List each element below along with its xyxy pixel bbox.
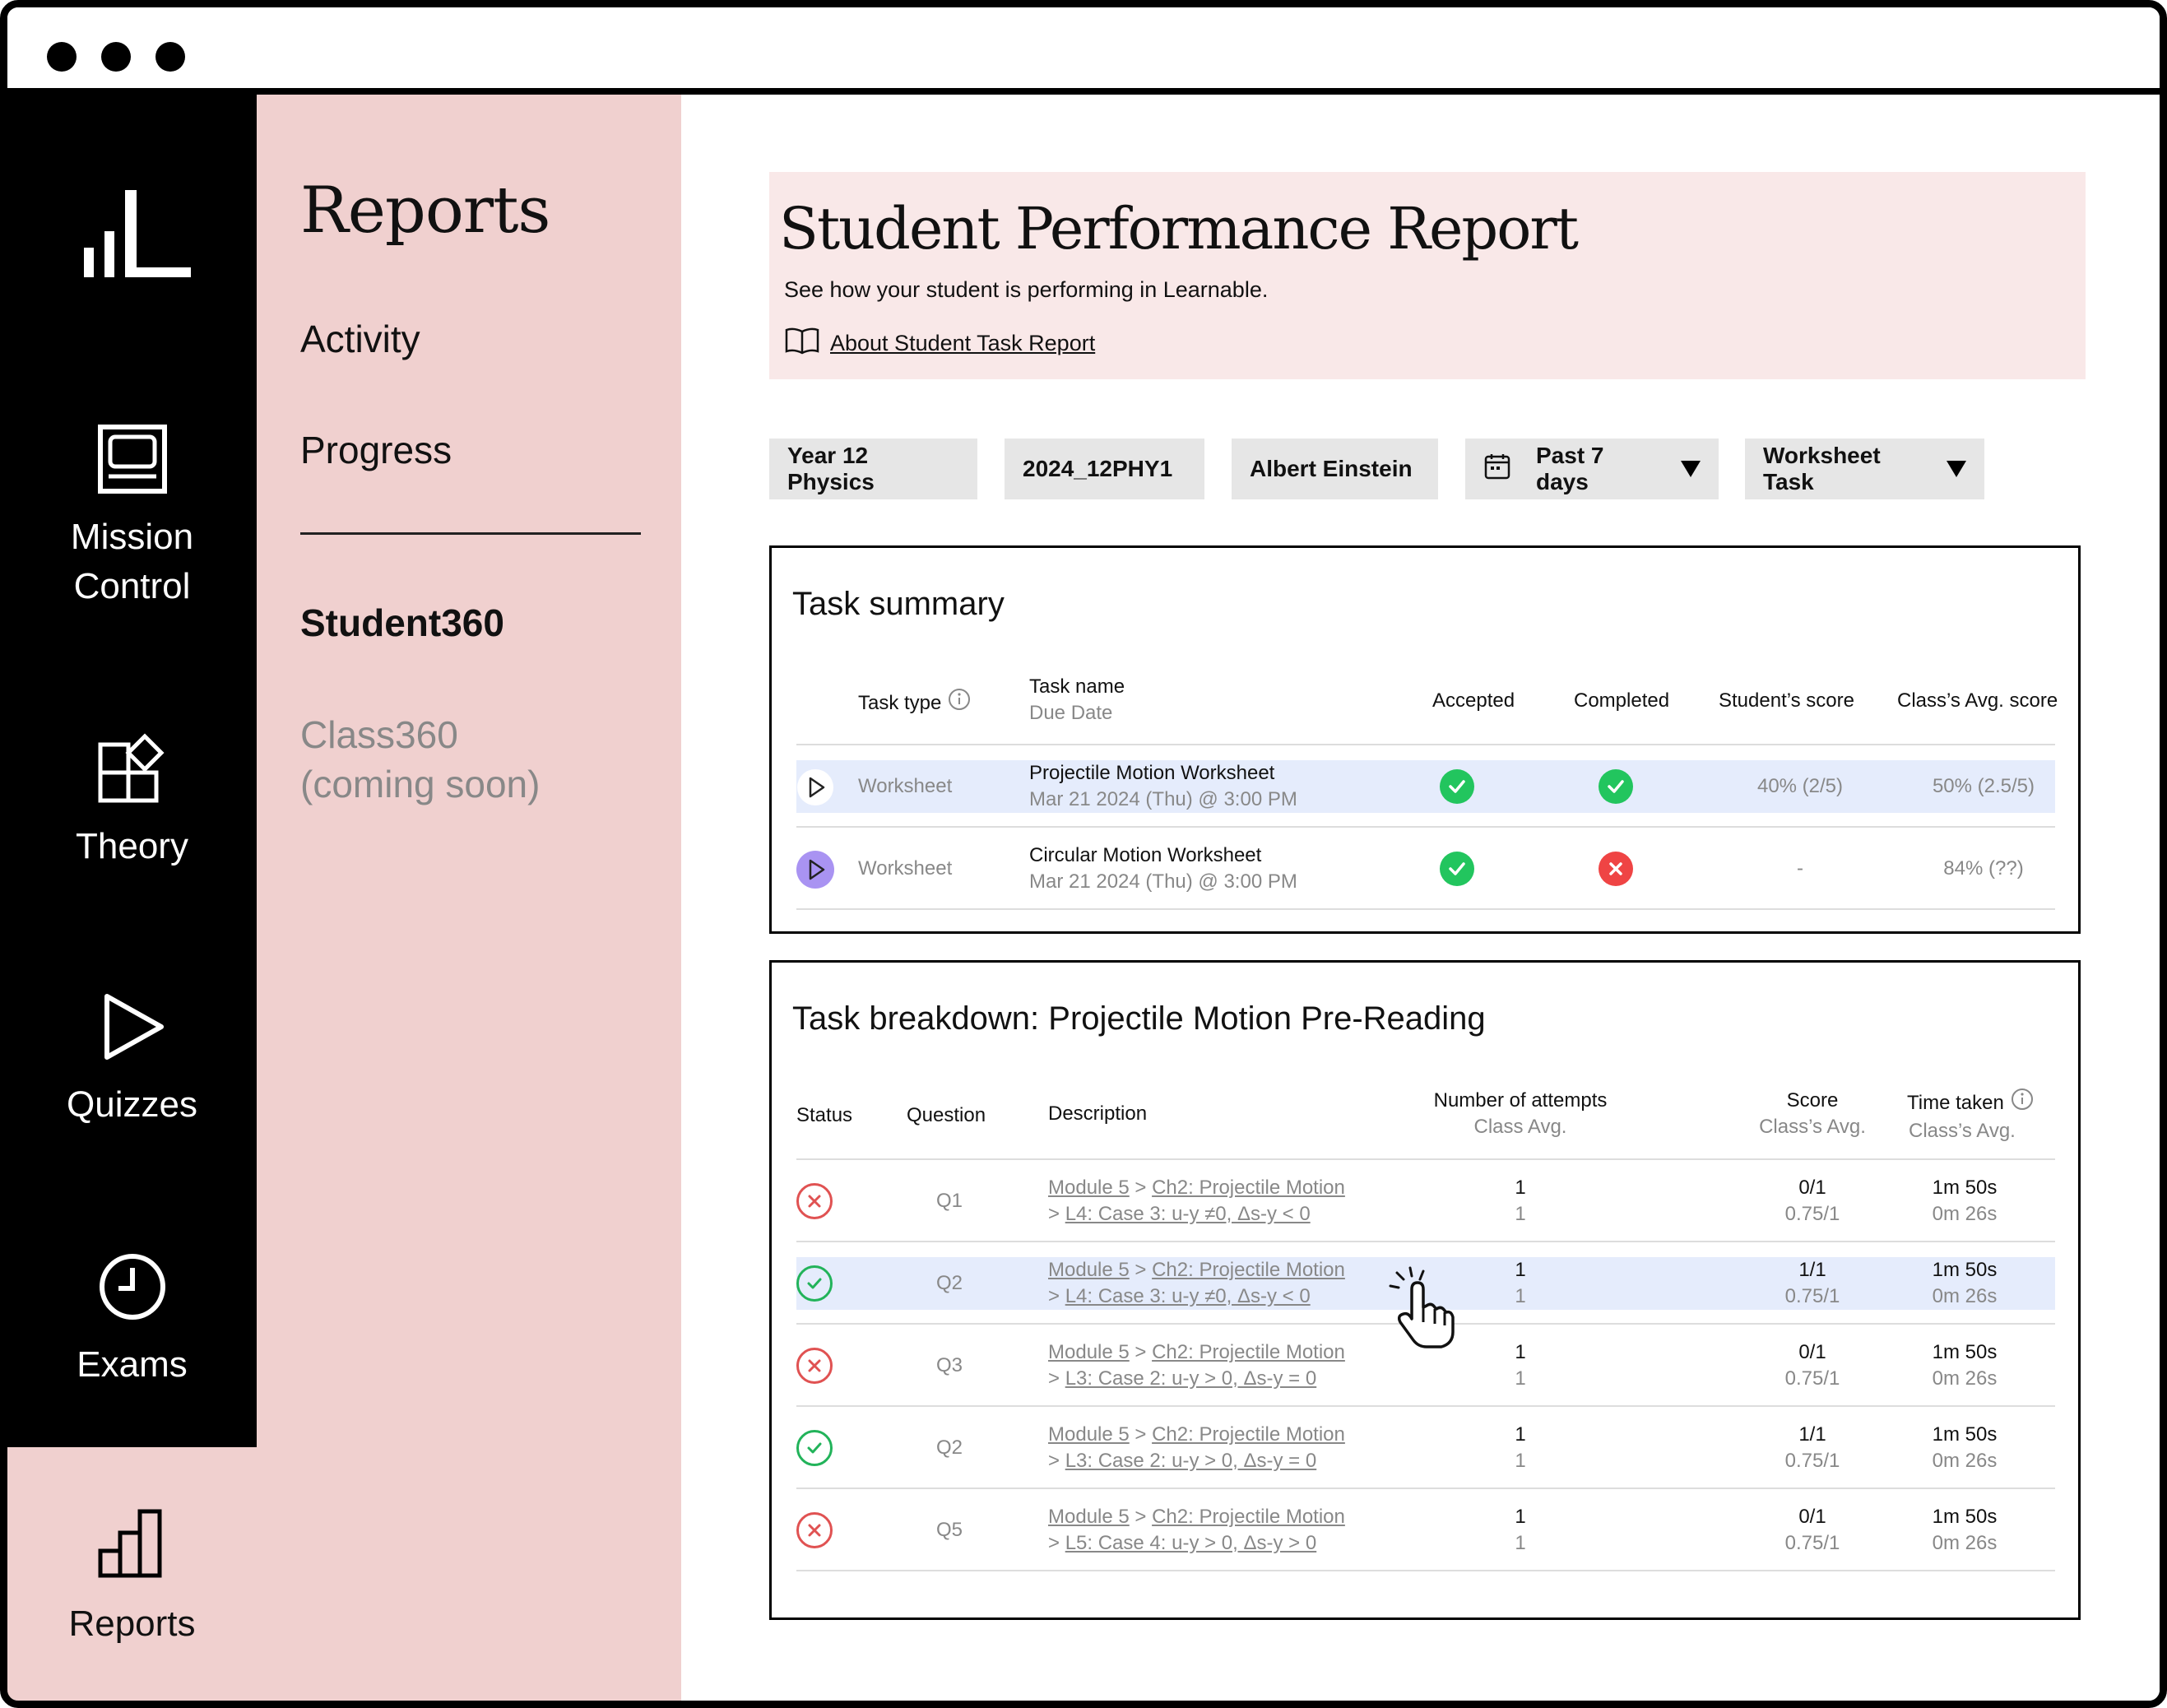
filter-student-label: Albert Einstein bbox=[1250, 456, 1413, 481]
col-task-type bbox=[858, 688, 971, 718]
rail-item-reports[interactable] bbox=[7, 1447, 257, 1708]
lesson-link[interactable]: L3: Case 2: u-y > 0, Δs-y = 0 bbox=[1065, 1450, 1317, 1472]
score: 0/1 bbox=[1798, 1177, 1826, 1199]
reports-subnav bbox=[257, 95, 681, 1701]
module-link[interactable]: Module 5 bbox=[1048, 1341, 1130, 1363]
attempts: 1 bbox=[1515, 1341, 1526, 1363]
score: 1/1 bbox=[1798, 1423, 1826, 1446]
col-class-avg: Class’s Avg. score bbox=[1897, 689, 2058, 712]
task-summary-title: Task summary bbox=[792, 586, 1005, 622]
attempts-class-avg: 1 bbox=[1515, 1285, 1526, 1307]
subnav-item-activity[interactable]: Activity bbox=[300, 318, 420, 360]
filter-class[interactable] bbox=[1005, 439, 1204, 499]
rail-item-mission-control[interactable] bbox=[7, 424, 257, 611]
col-description: Description bbox=[1048, 1102, 1148, 1125]
subnav-item-class360 bbox=[300, 710, 540, 809]
about-report-link[interactable] bbox=[784, 327, 1095, 360]
window-maximize-dot[interactable] bbox=[155, 42, 185, 72]
filter-course-label: Year 12 Physics bbox=[787, 443, 875, 494]
task-type: Worksheet bbox=[858, 857, 953, 880]
filter-class-label: 2024_12PHY1 bbox=[1023, 456, 1173, 481]
rail-item-quizzes[interactable] bbox=[7, 991, 257, 1130]
subnav-title: Reports bbox=[300, 174, 550, 248]
col-completed: Completed bbox=[1574, 689, 1670, 712]
task-breakdown-title: Task breakdown: Projectile Motion Pre-Reading bbox=[792, 1000, 1486, 1037]
bar-chart-icon bbox=[7, 1508, 257, 1579]
book-icon bbox=[784, 327, 820, 360]
filter-course[interactable] bbox=[769, 439, 977, 499]
report-header bbox=[769, 172, 2086, 379]
monitor-icon bbox=[7, 424, 257, 494]
description-path bbox=[1048, 1257, 1345, 1283]
col-score-label: Score bbox=[1786, 1089, 1839, 1112]
accepted-check-icon bbox=[1440, 852, 1474, 886]
attempts-class-avg: 1 bbox=[1515, 1367, 1526, 1390]
status-correct-icon bbox=[796, 1430, 833, 1466]
task-summary-card bbox=[769, 545, 2081, 934]
score: 1/1 bbox=[1798, 1259, 1826, 1281]
time-class-avg: 0m 26s bbox=[1932, 1450, 1998, 1472]
lesson-link[interactable]: L4: Case 3: u-y ≠0, Δs-y < 0 bbox=[1065, 1285, 1311, 1307]
task-name: Projectile Motion Worksheet bbox=[1029, 762, 1275, 784]
lesson-link[interactable]: L5: Case 4: u-y > 0, Δs-y > 0 bbox=[1065, 1532, 1317, 1554]
due-date: Mar 21 2024 (Thu) @ 3:00 PM bbox=[1029, 788, 1297, 810]
dropdown-arrow-icon bbox=[1947, 461, 1966, 477]
calendar-icon bbox=[1483, 453, 1511, 486]
description-path bbox=[1048, 1422, 1345, 1448]
attempts-class-avg: 1 bbox=[1515, 1450, 1526, 1472]
filter-task-type[interactable] bbox=[1745, 439, 1984, 499]
student-score: - bbox=[1797, 857, 1803, 880]
window-minimize-dot[interactable] bbox=[101, 42, 131, 72]
col-attempts-sub: Class Avg. bbox=[1473, 1116, 1567, 1138]
score-class-avg: 0.75/1 bbox=[1784, 1367, 1840, 1390]
status-correct-icon bbox=[796, 1265, 833, 1302]
filter-student[interactable] bbox=[1232, 439, 1438, 499]
rail-label-mission: Mission bbox=[70, 517, 194, 557]
rail-label-exams: Exams bbox=[77, 1344, 188, 1385]
question-number: Q2 bbox=[936, 1436, 963, 1459]
module-link[interactable]: Module 5 bbox=[1048, 1259, 1130, 1281]
table-row[interactable] bbox=[796, 1489, 2055, 1571]
score: 0/1 bbox=[1798, 1341, 1826, 1363]
chapter-link[interactable]: Ch2: Projectile Motion bbox=[1152, 1423, 1345, 1446]
play-icon[interactable] bbox=[796, 768, 834, 814]
module-link[interactable]: Module 5 bbox=[1048, 1423, 1130, 1446]
breadcrumb-separator: > bbox=[1048, 1203, 1060, 1225]
description-lesson bbox=[1048, 1283, 1311, 1310]
description-path bbox=[1048, 1175, 1345, 1201]
description-lesson bbox=[1048, 1366, 1316, 1392]
completed-cross-icon bbox=[1599, 852, 1633, 886]
filter-task-type-label: Worksheet Task bbox=[1763, 443, 1881, 494]
time-class-avg: 0m 26s bbox=[1932, 1203, 1998, 1225]
attempts: 1 bbox=[1515, 1423, 1526, 1446]
attempts: 1 bbox=[1515, 1506, 1526, 1528]
breadcrumb-separator: > bbox=[1048, 1367, 1060, 1390]
status-incorrect-icon bbox=[796, 1512, 833, 1548]
attempts: 1 bbox=[1515, 1259, 1526, 1281]
attempts: 1 bbox=[1515, 1177, 1526, 1199]
hand-pointer-cursor-icon bbox=[1379, 1261, 1469, 1356]
breadcrumb-separator: > bbox=[1135, 1341, 1147, 1363]
score: 0/1 bbox=[1798, 1506, 1826, 1528]
module-link[interactable]: Module 5 bbox=[1048, 1506, 1130, 1528]
time-taken: 1m 50s bbox=[1932, 1259, 1998, 1281]
chapter-link[interactable]: Ch2: Projectile Motion bbox=[1152, 1506, 1345, 1528]
score-class-avg: 0.75/1 bbox=[1784, 1285, 1840, 1307]
time-class-avg: 0m 26s bbox=[1932, 1367, 1998, 1390]
play-icon bbox=[7, 991, 257, 1062]
col-time-sub: Class’s Avg. bbox=[1909, 1120, 2016, 1142]
window-close-dot[interactable] bbox=[47, 42, 77, 72]
time-class-avg: 0m 26s bbox=[1932, 1285, 1998, 1307]
col-time-label: Time taken bbox=[1907, 1091, 2004, 1114]
class-avg-score: 84% (??) bbox=[1943, 857, 2024, 880]
breadcrumb-separator: > bbox=[1048, 1285, 1060, 1307]
breadcrumb-separator: > bbox=[1135, 1259, 1147, 1281]
info-icon[interactable] bbox=[2011, 1088, 2034, 1118]
filter-date-range-label: Past 7 days bbox=[1536, 443, 1604, 494]
due-date: Mar 21 2024 (Thu) @ 3:00 PM bbox=[1029, 870, 1297, 893]
subnav-item-progress[interactable]: Progress bbox=[300, 429, 452, 471]
col-task-name-label: Task name bbox=[1029, 675, 1125, 698]
time-taken: 1m 50s bbox=[1932, 1423, 1998, 1446]
table-row[interactable] bbox=[796, 745, 2055, 828]
table-row[interactable] bbox=[796, 1407, 2055, 1489]
breadcrumb-separator: > bbox=[1048, 1450, 1060, 1472]
attempts-class-avg: 1 bbox=[1515, 1203, 1526, 1225]
class360-coming-soon: (coming soon) bbox=[300, 763, 541, 805]
student-score: 40% (2/5) bbox=[1756, 775, 1844, 797]
col-question: Question bbox=[907, 1104, 986, 1126]
col-task-name bbox=[1029, 674, 1125, 726]
rail-item-theory[interactable] bbox=[7, 733, 257, 871]
page-subtitle: See how your student is performing in Learnable. bbox=[784, 277, 1269, 302]
learnable-logo bbox=[80, 190, 195, 285]
play-icon[interactable] bbox=[796, 851, 834, 896]
description-path bbox=[1048, 1504, 1345, 1530]
lesson-link[interactable]: L4: Case 3: u-y ≠0, Δs-y < 0 bbox=[1065, 1203, 1311, 1225]
status-incorrect-icon bbox=[796, 1348, 833, 1384]
description-path bbox=[1048, 1339, 1345, 1366]
main-content bbox=[681, 95, 2160, 1701]
class-avg-score: 50% (2.5/5) bbox=[1932, 775, 2035, 797]
col-score-sub: Class’s Avg. bbox=[1759, 1116, 1866, 1138]
rail-label-theory: Theory bbox=[76, 826, 188, 866]
col-student-score: Student’s score bbox=[1719, 689, 1854, 712]
attempts-class-avg: 1 bbox=[1515, 1532, 1526, 1554]
chapter-link[interactable]: Ch2: Projectile Motion bbox=[1152, 1177, 1345, 1199]
col-score bbox=[1755, 1088, 1870, 1140]
col-status: Status bbox=[796, 1104, 853, 1126]
col-attempts-label: Number of attempts bbox=[1433, 1089, 1608, 1112]
subnav-item-student360[interactable]: Student360 bbox=[300, 601, 504, 644]
breadcrumb-separator: > bbox=[1048, 1532, 1060, 1554]
class360-label: Class360 bbox=[300, 713, 458, 756]
question-number: Q1 bbox=[936, 1190, 963, 1212]
description-lesson bbox=[1048, 1201, 1311, 1228]
breadcrumb-separator: > bbox=[1135, 1177, 1147, 1199]
breadcrumb-separator: > bbox=[1135, 1423, 1147, 1446]
table-row[interactable] bbox=[796, 828, 2055, 910]
score-class-avg: 0.75/1 bbox=[1784, 1532, 1840, 1554]
time-taken: 1m 50s bbox=[1932, 1177, 1998, 1199]
score-class-avg: 0.75/1 bbox=[1784, 1203, 1840, 1225]
task-name: Circular Motion Worksheet bbox=[1029, 844, 1262, 866]
about-report-link-text[interactable]: About Student Task Report bbox=[830, 331, 1096, 355]
task-type: Worksheet bbox=[858, 775, 953, 797]
question-number: Q5 bbox=[936, 1519, 963, 1541]
title-bar bbox=[7, 7, 2160, 95]
rail-label-control: Control bbox=[73, 566, 191, 606]
table-row[interactable] bbox=[796, 1160, 2055, 1242]
subnav-divider bbox=[300, 532, 641, 535]
chapter-link[interactable]: Ch2: Projectile Motion bbox=[1152, 1341, 1345, 1363]
question-number: Q3 bbox=[936, 1354, 963, 1376]
time-taken: 1m 50s bbox=[1932, 1506, 1998, 1528]
col-due-date-label: Due Date bbox=[1029, 702, 1113, 724]
rail-label-reports: Reports bbox=[68, 1604, 196, 1644]
completed-check-icon bbox=[1599, 769, 1633, 804]
page-title: Student Performance Report bbox=[779, 195, 1577, 262]
chapter-link[interactable]: Ch2: Projectile Motion bbox=[1152, 1259, 1345, 1281]
rail-item-exams[interactable] bbox=[7, 1251, 257, 1390]
time-class-avg: 0m 26s bbox=[1932, 1532, 1998, 1554]
time-taken: 1m 50s bbox=[1932, 1341, 1998, 1363]
question-number: Q2 bbox=[936, 1272, 963, 1294]
lesson-link[interactable]: L3: Case 2: u-y > 0, Δs-y = 0 bbox=[1065, 1367, 1317, 1390]
description-lesson bbox=[1048, 1530, 1316, 1557]
col-task-type-label: Task type bbox=[858, 691, 942, 714]
col-attempts bbox=[1405, 1088, 1636, 1140]
accepted-check-icon bbox=[1440, 769, 1474, 804]
description-lesson bbox=[1048, 1448, 1316, 1474]
status-incorrect-icon bbox=[796, 1183, 833, 1219]
filter-date-range[interactable] bbox=[1465, 439, 1719, 499]
score-class-avg: 0.75/1 bbox=[1784, 1450, 1840, 1472]
col-time bbox=[1907, 1088, 2034, 1144]
info-icon[interactable] bbox=[948, 688, 971, 718]
breadcrumb-separator: > bbox=[1135, 1506, 1147, 1528]
rail-label-quizzes: Quizzes bbox=[67, 1084, 197, 1125]
dropdown-arrow-icon bbox=[1681, 461, 1701, 477]
module-link[interactable]: Module 5 bbox=[1048, 1177, 1130, 1199]
shapes-icon bbox=[7, 733, 257, 804]
col-accepted: Accepted bbox=[1432, 689, 1515, 712]
clock-icon bbox=[7, 1251, 257, 1322]
